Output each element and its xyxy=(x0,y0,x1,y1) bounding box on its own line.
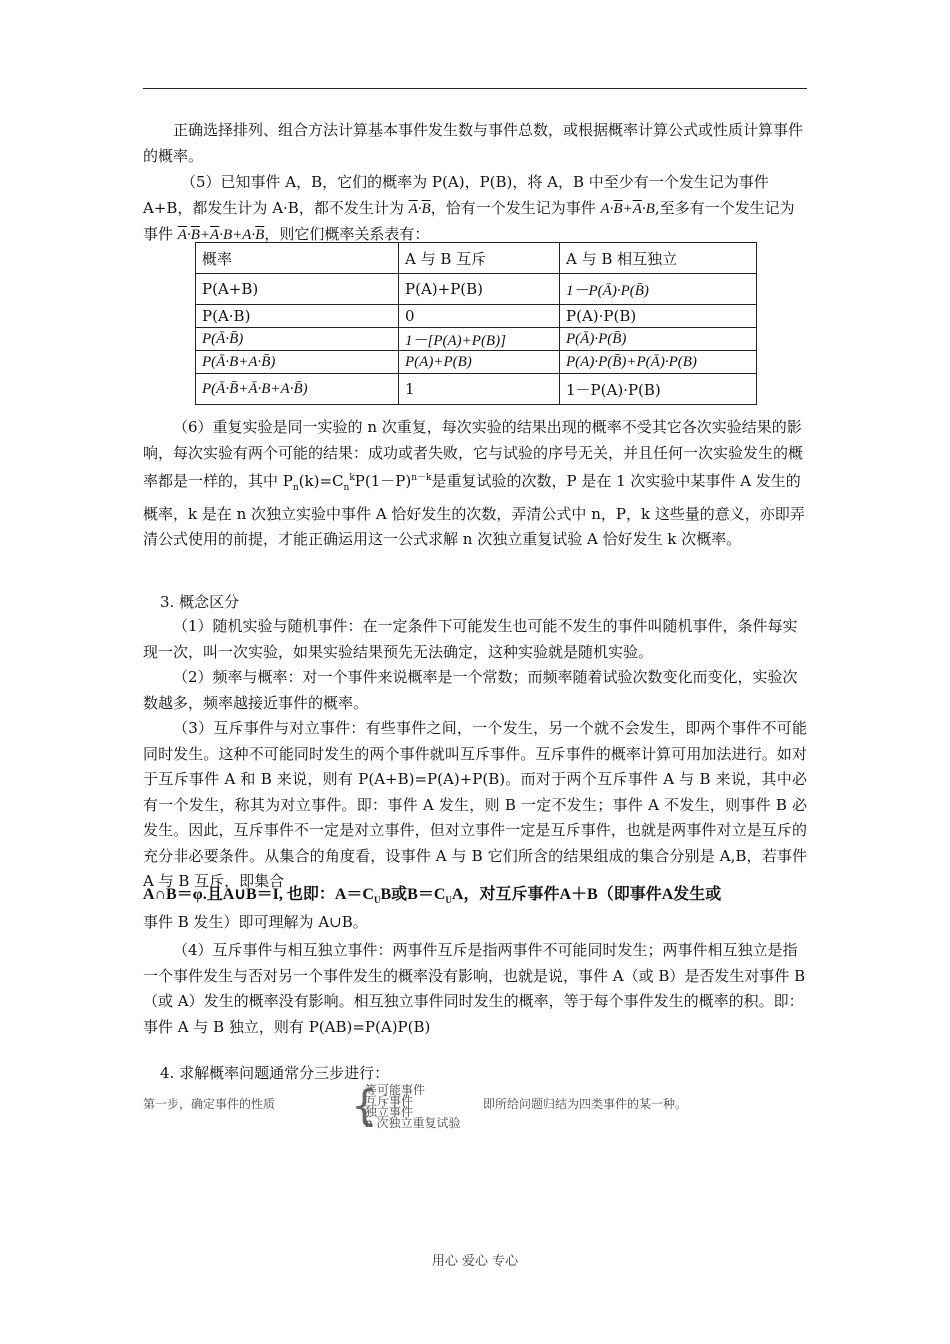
table-cell: P(Ā·B̄+Ā·B+A·B̄) xyxy=(196,374,399,405)
set-formula-sub2: U xyxy=(445,895,452,906)
p6-sup-k: k xyxy=(349,473,355,483)
table-cell: P(Ā)·P(B̄) xyxy=(560,328,757,351)
table-cell: P(A·B) xyxy=(196,305,399,328)
step-one-diagram xyxy=(143,1081,807,1131)
table-header-cell: 概率 xyxy=(196,243,399,274)
step-one-note: 即所给问题归结为四类事件的某一种。 xyxy=(483,1097,688,1111)
p6-sup-nk: n－k xyxy=(411,473,432,483)
left-brace-icon: { xyxy=(351,1081,378,1130)
table-cell: P(Ā·B̄) xyxy=(196,328,399,351)
p5-text-c: ,至多有一个发生记为事件 xyxy=(143,198,795,243)
set-formula-sub1: U xyxy=(374,895,381,906)
header-rule xyxy=(143,88,807,89)
p5-text-b: ，恰有一个发生记为事件 xyxy=(430,198,596,217)
table-header-cell: A 与 B 互斥 xyxy=(399,243,560,274)
probability-table xyxy=(195,242,757,405)
intro-paragraph: 正确选择排列、组合方法计算基本事件发生数与事件总数，或根据概率计算公式或性质计算事件的概率。 xyxy=(143,121,804,165)
table-cell: P(A)+P(B) xyxy=(399,274,560,305)
step-option: 等可能事件 xyxy=(365,1083,426,1097)
step-option: 独立事件 xyxy=(365,1105,414,1119)
p6-text-b: (k)=C xyxy=(298,472,344,490)
table-row xyxy=(196,351,757,374)
table-row xyxy=(196,374,757,405)
table-cell: P(A+B) xyxy=(196,274,399,305)
paragraph-6 xyxy=(143,415,807,553)
table-header-cell: A 与 B 相互独立 xyxy=(560,243,757,274)
paragraph-3-3-tail: 事件 B 发生）即可理解为 A∪B。 xyxy=(143,913,368,931)
section-3-heading: 3. 概念区分 xyxy=(160,593,240,611)
p6-sub-n2: n xyxy=(343,483,350,493)
table-cell: P(A)·P(B̄)+P(Ā)·P(B) xyxy=(560,351,757,374)
paragraph-3-1: （1）随机实验与随机事件：在一定条件下可能发生也可能不发生的事件叫随机事件，条件每实现一次，叫一次实验，如果实验结果预先无法确定，这种实验就是随机实验。 xyxy=(143,617,798,661)
paragraph-5 xyxy=(143,170,807,249)
step-option: n 次独立重复试验 xyxy=(365,1116,461,1130)
paragraph-3-2: （2）频率与概率：对一个事件来说概率是一个常数；而频率随着试验次数变化而变化，实验次数越多，频率越接近事件的概率。 xyxy=(143,668,798,712)
section-4-heading: 4. 求解概率问题通常分三步进行： xyxy=(160,1064,390,1082)
p6-text-a: （6）重复实验是同一实验的 n 次重复，每次实验的结果出现的概率不受其它各次实验结果的影响，每次实验有两个可能的结果：成功或者失败，它与试验的序号无关，并且任何一次实验发生的概率都是一样的，其中 P xyxy=(143,418,804,490)
p5-formula-neither: $\overline{A}\cdot\overline{B}$ xyxy=(408,200,431,217)
p5-formula-exactly-one: $A\cdot\overline{B}+\overline{A}\cdot B$ xyxy=(600,200,655,217)
table-header-row xyxy=(196,243,757,274)
table-cell: 1 xyxy=(399,374,560,405)
p6-text-c: P(1－P) xyxy=(354,472,412,490)
step-one-label: 第一步，确定事件的性质 xyxy=(143,1097,276,1111)
table-cell: 0 xyxy=(399,305,560,328)
paragraph-3-3: （3）互斥事件与对立事件：有些事件之间，一个发生，另一个就不会发生，即两个事件不可能同时发生。这种不可能同时发生的两个事件就叫互斥事件。互斥事件的概率计算可用加法进行。如对于互斥事件 A 和 B 来说，则有 P(A+B)=P(A)+P(B)。而对于两个互斥事件 A 与 B 来说，其中必有一个发生，称其为对立事件。即：事件 A 发生，则 B 一定不发生；事件 A 不发生，则事件 B 必发生。因此，互斥事件不一定是对立事件，但对立事件一定是互斥事件，也就是两事件对立是互斥的充分非必要条件。从集合的角度看，设事件 A 与 B 它们所含的结果组成的集合分别是 A,B，若事件 A 与 B 互斥，即集合 xyxy=(143,719,807,890)
paragraph-3-4: （4）互斥事件与相互独立事件：两事件互斥是指两事件不可能同时发生；两事件相互独立是指一个事件发生与否对另一个事件发生的概率没有影响，也就是说，事件 A（或 B）是否发生对事件 B（或 A）发生的概率没有影响。相互独立事件同时发生的概率，等于每个事件发生的概率的积。即：事件 A 与 B 独立，则有 P(AB)=P(A)P(B) xyxy=(143,941,806,1036)
table-row xyxy=(196,274,757,305)
table-cell: 1－P(A)·P(B) xyxy=(560,374,757,405)
table-cell: 1－[P(A)+P(B)] xyxy=(399,328,560,351)
table-cell: 1－P(Ā)·P(B̄) xyxy=(560,274,757,305)
page-footer: 用心 爱心 专心 xyxy=(431,1254,519,1269)
table-row xyxy=(196,305,757,328)
table-row xyxy=(196,328,757,351)
p5-text-d: ，则它们概率关系表有： xyxy=(264,225,430,243)
p5-formula-at-most-one: $\overline{A}\cdot\overline{B}+\overline{A}\cdot B+A\cdot\overline{B}$ xyxy=(177,227,265,243)
p6-sub-n: n xyxy=(292,483,299,493)
step-option: 互斥事件 xyxy=(365,1094,414,1108)
set-formula-a: A∩B＝φ.且A∪B＝I, 也即：A＝C xyxy=(143,886,374,903)
set-formula-c: A，对互斥事件A＋B（即事件A发生或 xyxy=(451,886,722,903)
p5-text-a: （5）已知事件 A，B，它们的概率为 P(A)，P(B)，将 A，B 中至少有一个发生记为事件 A+B，都发生计为 A·B，都不发生计为 xyxy=(143,173,769,217)
set-formula-b: B或B＝C xyxy=(380,886,446,903)
table-cell: P(A)+P(B) xyxy=(399,351,560,374)
set-formula xyxy=(143,882,807,914)
p6-text-d: 是重复试验的次数，P 是在 1 次实验中某事件 A 发生的概率，k 是在 n 次独立实验中事件 A 恰好发生的次数，弄清公式中 n，P，k 这些量的意义，亦即弄清公式使用的前提，才能正确运用这一公式求解 n 次独立重复试验 A 恰好发生 k 次概率。 xyxy=(143,472,805,548)
table-cell: P(A)·P(B) xyxy=(560,305,757,328)
table-cell: P(Ā·B+A·B̄) xyxy=(196,351,399,374)
